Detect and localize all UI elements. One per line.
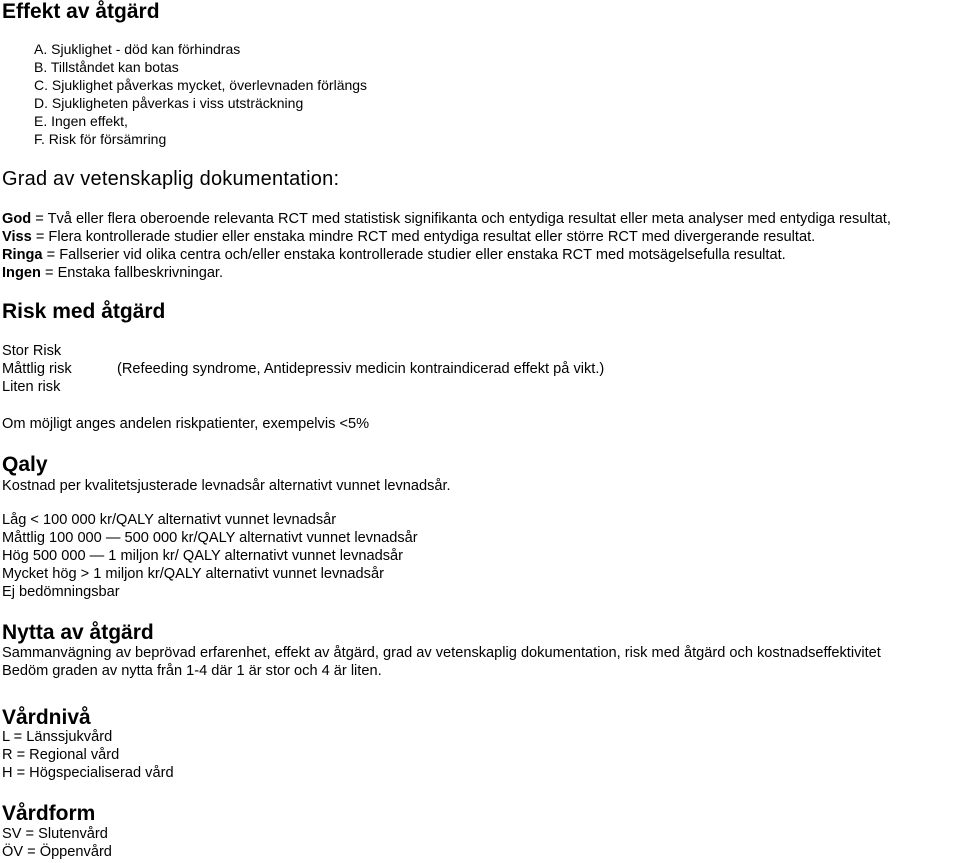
nytta-line: Bedöm graden av nytta från 1-4 där 1 är stor och 4 är liten. <box>2 663 382 679</box>
list-item: R = Regional vård <box>2 747 120 763</box>
qaly-title: Qaly <box>2 453 48 476</box>
grade-text: Enstaka fallbeskrivningar. <box>57 265 224 281</box>
list-item: L = Länssjukvård <box>2 729 113 745</box>
list-item: A. Sjuklighet - död kan förhindras <box>34 41 241 57</box>
vardform-list <box>2 825 112 861</box>
risk-level: Liten risk <box>2 379 61 395</box>
risk-share: Om möjligt anges andelen riskpatienter, exempelvis <5% <box>2 416 370 432</box>
grade-term: Ingen <box>2 265 41 281</box>
vardform-title: Vårdform <box>2 802 96 825</box>
grade-row-god <box>2 210 891 228</box>
list-item: ÖV = Öppenvård <box>2 844 112 860</box>
qaly-level: Låg < 100 000 kr/QALY alternativt vunnet levnadsår <box>2 512 337 528</box>
grade-term: Ringa <box>2 247 43 263</box>
grade-term: God <box>2 211 32 227</box>
risk-level: Måttlig risk <box>2 361 72 377</box>
list-item: B. Tillståndet kan botas <box>34 59 179 75</box>
risk-note: (Refeeding syndrome, Antidepressiv medicin kontraindicerad effekt på vikt.) <box>117 361 605 377</box>
risk-level: Stor Risk <box>2 343 62 359</box>
grade-text: Flera kontrollerade studier eller enstaka mindre RCT med entydiga resultat eller större RCT med divergerande resultat. <box>48 229 816 245</box>
grade-row-ingen <box>2 264 891 282</box>
grade-definitions <box>2 210 891 282</box>
qaly-desc: Kostnad per kvalitetsjusterade levnadsår alternativt vunnet levnadsår. <box>2 478 451 494</box>
grade-sep: = <box>42 247 60 263</box>
list-item: H = Högspecialiserad vård <box>2 765 174 781</box>
grade-sep: = <box>40 265 58 281</box>
grade-term: Viss <box>2 229 32 245</box>
grade-row-viss <box>2 228 891 246</box>
list-item: F. Risk för försämring <box>34 131 167 147</box>
qaly-level: Måttlig 100 000 — 500 000 kr/QALY alternativt vunnet levnadsår <box>2 530 418 546</box>
qaly-level: Ej bedömningsbar <box>2 584 120 600</box>
nytta-title: Nytta av åtgärd <box>2 621 154 644</box>
nytta-line: Sammanvägning av beprövad erfarenhet, effekt av åtgärd, grad av vetenskaplig dokumentation, risk med åtgärd och kostnadseffektivitet <box>2 645 881 661</box>
list-item: SV = Slutenvård <box>2 826 108 842</box>
nytta-text <box>2 644 881 680</box>
risk-levels <box>2 342 72 396</box>
grade-row-ringa <box>2 246 891 264</box>
grade-sep: = <box>31 211 48 227</box>
list-item: E. Ingen effekt, <box>34 113 128 129</box>
qaly-level: Mycket hög > 1 miljon kr/QALY alternativt vunnet levnadsår <box>2 566 384 582</box>
vardniva-list <box>2 728 174 782</box>
list-item: D. Sjukligheten påverkas i viss utsträckning <box>34 95 304 111</box>
grade-sep: = <box>31 229 49 245</box>
risk-title: Risk med åtgärd <box>2 300 166 323</box>
grade-text: Två eller flera oberoende relevanta RCT med statistisk signifikanta och entydiga resultat eller meta analyser med entydiga resultat, <box>47 211 891 227</box>
list-item: C. Sjuklighet påverkas mycket, överlevnaden förlängs <box>34 77 368 93</box>
qaly-level: Hög 500 000 — 1 miljon kr/ QALY alternativt vunnet levnadsår <box>2 548 404 564</box>
qaly-levels <box>2 511 418 601</box>
effect-title: Effekt av åtgärd <box>2 0 160 23</box>
grade-text: Fallserier vid olika centra och/eller enstaka kontrollerade studier eller enstaka RCT med motsägelsefulla resultat. <box>59 247 786 263</box>
vardniva-title: Vårdnivå <box>2 706 91 729</box>
effect-list <box>34 40 367 148</box>
grade-title: Grad av vetenskaplig dokumentation: <box>2 168 340 190</box>
